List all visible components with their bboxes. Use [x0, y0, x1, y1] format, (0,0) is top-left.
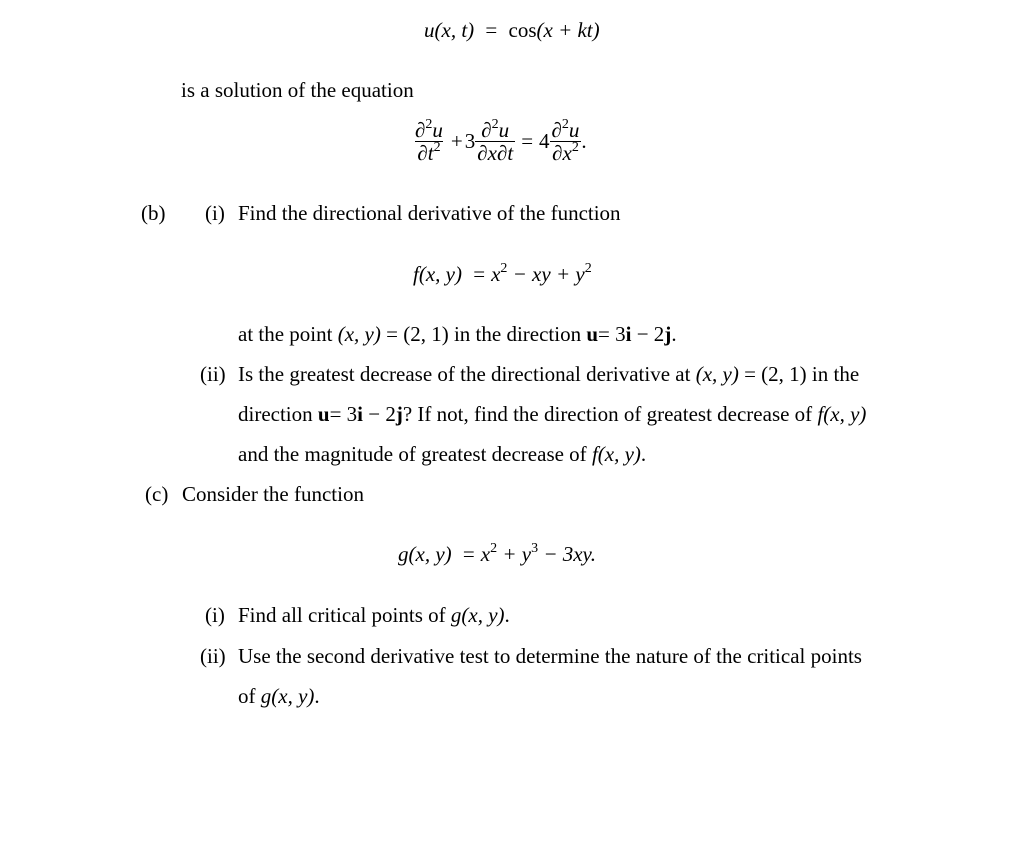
- text: and the magnitude of greatest decrease of: [238, 442, 587, 466]
- period: .: [581, 129, 587, 153]
- f-func: f(x, y): [591, 442, 641, 466]
- part-b-ii-label: (ii): [200, 362, 226, 386]
- coef-3: 3: [464, 129, 476, 153]
- text: = (2, 1) in the: [744, 362, 860, 386]
- exp: 2: [490, 541, 498, 556]
- unit-j: j: [664, 322, 672, 346]
- var-u: u: [498, 118, 510, 142]
- period: .: [671, 322, 677, 346]
- var-t: t: [427, 141, 434, 165]
- partial-symbol: ∂: [477, 141, 488, 165]
- var-x: x: [562, 141, 572, 165]
- c-ii-line2: [238, 684, 320, 709]
- cos-arg: (x + kt): [536, 18, 600, 42]
- exp: 2: [561, 117, 569, 132]
- f-rest: − xy + y: [512, 262, 585, 286]
- period: .: [640, 442, 647, 466]
- exp: 3: [531, 541, 539, 556]
- frac-dxt: [475, 119, 515, 164]
- eq-sign: =: [485, 18, 498, 42]
- c-i-line: [238, 603, 510, 628]
- top-equation: [424, 18, 600, 43]
- text: = 3: [598, 322, 626, 346]
- partial-symbol: ∂: [417, 141, 428, 165]
- text: Find all critical points of: [238, 603, 446, 627]
- equals-sign: =: [521, 129, 534, 153]
- part-c-ii-label: (ii): [200, 644, 226, 668]
- part-c-text: Consider the function: [182, 482, 364, 506]
- c-ii-line1: Use the second derivative test to determine the nature of the critical points: [238, 644, 862, 668]
- frac-dtt: [413, 119, 445, 164]
- vector-u: u: [317, 402, 330, 426]
- part-b-i-text: Find the directional derivative of the function: [238, 201, 621, 225]
- equals-sign: =: [462, 542, 475, 566]
- plus-sign: +: [450, 129, 463, 153]
- f-func: f(x, y): [817, 402, 867, 426]
- g-func: g(x, y): [260, 684, 315, 708]
- exp: 2: [584, 261, 592, 276]
- b-ii-line3: [238, 442, 646, 467]
- text: direction: [238, 402, 313, 426]
- var-u: u: [568, 118, 580, 142]
- part-b-label: (b): [141, 201, 166, 225]
- text: ? If not, find the direction of greatest decrease of: [402, 402, 813, 426]
- eq-lhs: u(x, t): [424, 18, 475, 42]
- exp: 2: [491, 117, 499, 132]
- exp: 2: [500, 261, 508, 276]
- text: of: [238, 684, 256, 708]
- b-ii-line1: [238, 362, 859, 387]
- text: at the point: [238, 322, 333, 346]
- equals-sign: =: [473, 262, 486, 286]
- part-c-i-label: (i): [205, 603, 225, 627]
- partial-symbol: ∂: [552, 141, 563, 165]
- var-u: u: [432, 118, 443, 142]
- point-xy: (x, y): [695, 362, 739, 386]
- coef-4: 4: [539, 129, 550, 153]
- period: .: [314, 684, 320, 708]
- f-lhs: f(x, y): [413, 262, 462, 286]
- exp: 2: [571, 140, 579, 155]
- pde-equation: [413, 119, 587, 164]
- g-rest: − 3xy.: [543, 542, 596, 566]
- b-ii-line2: [238, 402, 866, 427]
- unit-i: i: [625, 322, 632, 346]
- partial-symbol: ∂: [415, 118, 426, 142]
- partial-symbol: ∂: [481, 118, 492, 142]
- text: − 2: [363, 402, 396, 426]
- var-t: t: [507, 141, 514, 165]
- g-definition: [398, 542, 596, 567]
- vector-u: u: [586, 322, 599, 346]
- text: Is the greatest decrease of the directional derivative at: [238, 362, 691, 386]
- g-lhs: g(x, y): [398, 542, 452, 566]
- text: = 3: [329, 402, 358, 426]
- text: = (2, 1) in the direction: [386, 322, 582, 346]
- var-x: x: [487, 141, 497, 165]
- g-func: g(x, y): [450, 603, 505, 627]
- point-xy: (x, y): [337, 322, 381, 346]
- frac-dxx: [550, 119, 582, 164]
- partial-symbol: ∂: [496, 141, 508, 165]
- part-b-i-label: (i): [205, 201, 225, 225]
- f-definition: [413, 262, 592, 287]
- exp: 2: [433, 140, 441, 155]
- g-mid: + y: [502, 542, 532, 566]
- unit-j: j: [395, 402, 403, 426]
- var-x: x: [491, 262, 501, 286]
- unit-i: i: [357, 402, 364, 426]
- b-i-point-line: [238, 322, 677, 347]
- text: − 2: [631, 322, 665, 346]
- part-c-label: (c): [145, 482, 169, 506]
- exp: 2: [425, 117, 433, 132]
- period: .: [504, 603, 510, 627]
- var-x: x: [480, 542, 491, 566]
- intro-text: is a solution of the equation: [181, 78, 414, 102]
- partial-symbol: ∂: [551, 118, 562, 142]
- cos-func: cos: [508, 18, 537, 42]
